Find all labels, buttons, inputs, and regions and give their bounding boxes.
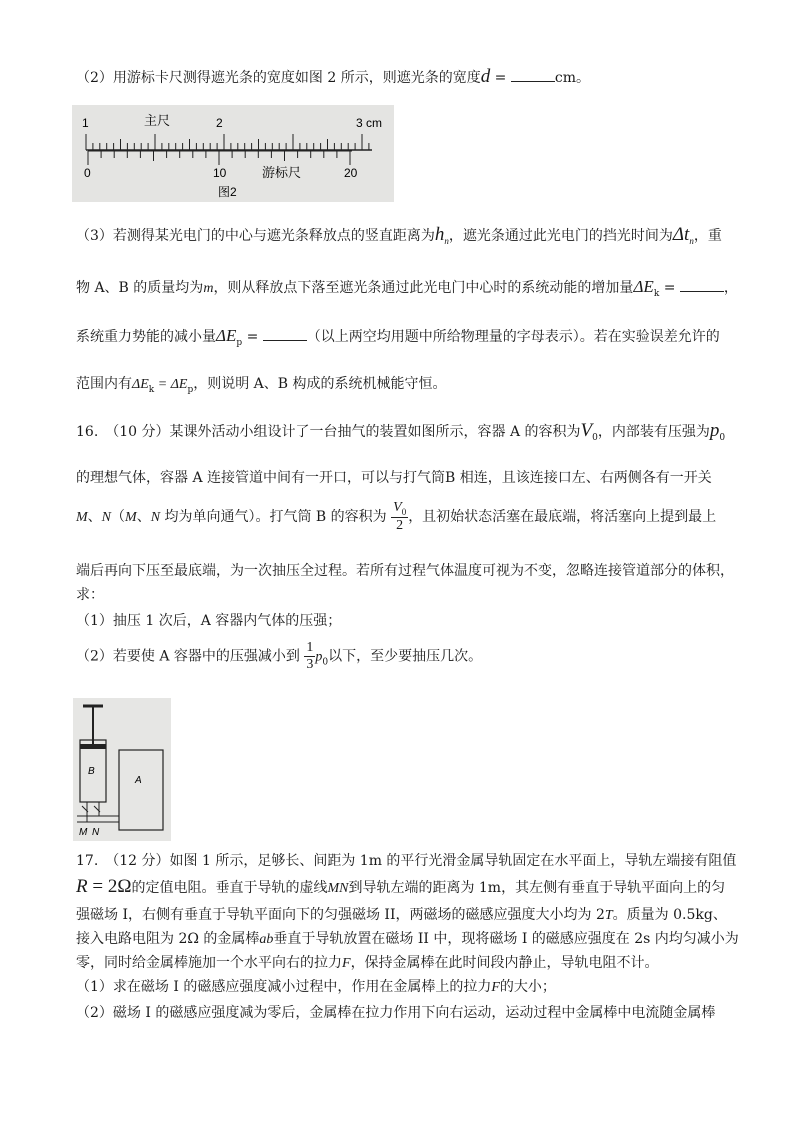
q15-part3-line2 (76, 277, 738, 299)
main-tick-label-1: 1 (82, 116, 89, 130)
equals-sign: = (242, 329, 259, 345)
text-segment: 零，同时给金属棒施加一个水平向右的拉力 (76, 955, 342, 971)
text-segment: （3）若测得某光电门的中心与遮光条释放点的竖直距离为 (76, 228, 435, 244)
vernier-tick-label-10: 10 (213, 166, 227, 180)
main-tick-label-2: 2 (216, 116, 223, 130)
eq-delta-ek: ΔE (132, 377, 149, 392)
q15-part2-line (76, 66, 590, 88)
var-n: N (150, 509, 161, 525)
main-scale-label: 主尺 (144, 113, 171, 128)
q16-line3 (76, 500, 716, 534)
answer-blank-d (511, 69, 555, 82)
figure2-caption: 图2 (218, 185, 237, 199)
q15-part3-line4 (76, 373, 447, 395)
text-segment: 以下，至少要抽压几次。 (328, 648, 483, 665)
q16-pump-container-figure (73, 698, 171, 841)
var-delta-t: Δt (672, 224, 690, 245)
equals-sign: = (490, 70, 507, 86)
q16-sub2 (76, 640, 482, 673)
text-segment: ， (723, 280, 738, 296)
subscript: 0 (719, 432, 726, 443)
text-segment: 物 A、B 的质量均为 (76, 280, 204, 296)
var-m: m (203, 281, 214, 296)
text-segment: （ (111, 508, 126, 525)
subscript: 0 (592, 432, 598, 443)
fraction-numerator: V (393, 500, 402, 515)
text-segment: 范围内有 (76, 376, 132, 392)
main-tick-label-3cm: 3 cm (356, 116, 383, 130)
q15-part2-text: （2）用游标卡尺测得遮光条的宽度如图 2 所示，则遮光条的宽度 (76, 70, 481, 86)
answer-blank-delta-ep (263, 328, 307, 341)
q17-line4 (76, 928, 739, 948)
fraction-denominator: 3 (306, 657, 314, 672)
text-segment: ，遮光条通过此光电门的挡光时间为 (448, 228, 673, 244)
vernier-tick-label-20: 20 (344, 166, 358, 180)
subscript: p (236, 337, 243, 348)
text-segment: ，则从释放点下落至遮光条通过此光电门中心时的系统动能的增加量 (213, 280, 634, 296)
label-m: M (79, 827, 88, 838)
var-m: M (76, 509, 88, 525)
q17-sub2: （2）磁场 I 的磁感应强度减为零后，金属棒在拉力作用下向右运动，运动过程中金属棒中电流随金属棒 (76, 1005, 716, 1021)
subscript: k (148, 384, 155, 395)
text-segment: （1）求在磁场 I 的磁感应强度减小过程中，作用在金属棒上的拉力 (76, 979, 492, 995)
text-segment: ，且初始状态活塞在最底端，将活塞向上提到最上 (408, 508, 717, 525)
q16-line5: 求： (76, 587, 104, 603)
text-segment: 接入电路电阻为 2Ω 的金属棒 (76, 931, 260, 947)
equals-sign: = (659, 280, 676, 296)
var-h: h (434, 224, 445, 245)
text-segment: 16. （10 分）某课外活动小组设计了一台抽气的装置如图所示，容器 A 的容积为 (76, 424, 581, 440)
text-segment: 。质量为 0.5kg、 (612, 907, 727, 923)
var-d: d (480, 66, 491, 87)
unit-t: T (604, 908, 613, 923)
var-r: R (76, 876, 88, 897)
q16-line2: 的理想气体，容器 A 连接管道中间有一开口，可以与打气筒B 相连，且该连接口左、右两侧各有一开关 (76, 470, 712, 486)
q15-part3-line3 (76, 326, 720, 348)
piston (80, 744, 106, 749)
text-segment: 的定值电阻。垂直于导轨的虚线 (131, 880, 328, 896)
var-delta-ep: ΔE (216, 326, 237, 345)
subscript: p (187, 384, 194, 395)
text-segment: ，重 (693, 228, 722, 244)
var-ab: ab (259, 932, 274, 947)
var-n: N (101, 509, 112, 525)
q17-line2 (76, 876, 725, 898)
var-f: F (342, 956, 351, 971)
q17-line3 (76, 904, 727, 924)
q17-line1: 17. （12 分）如图 1 所示，足够长、间距为 1m 的平行光滑金属导轨固定在水平面上，导轨左端接有阻值 (76, 853, 737, 869)
var-p0: p (709, 420, 720, 441)
subscript: 0 (401, 506, 407, 517)
q16-line4: 端后再向下压至最底端，为一次抽压全过程。若所有过程气体温度可视为不变，忽略连接管道部分的体积， (76, 563, 734, 579)
subscript: 0 (322, 657, 329, 668)
text-segment: 强磁场 I，右侧有垂直于导轨平面向下的匀强磁场 II，两磁场的磁感应强度大小均为 2 (76, 907, 605, 923)
text-segment: （以上两空均用题中所给物理量的字母表示）。若在实验误差允许的 (306, 329, 720, 345)
eq-delta-ep: = ΔE (154, 377, 188, 392)
q16-line1 (76, 420, 725, 443)
text-segment: 均为单向通气）。打气筒 B 的容积为 (160, 508, 387, 525)
var-delta-ek: ΔE (633, 277, 654, 296)
q16-sub1: （1）抽压 1 次后，A 容器内气体的压强； (76, 613, 342, 629)
label-a: A (135, 775, 142, 786)
var-mn: MN (327, 881, 349, 896)
unit-cm: cm。 (554, 70, 590, 86)
text-segment: 到导轨左端的距离为 1m，其左侧有垂直于导轨平面向上的匀 (348, 880, 726, 896)
equals-2-ohm: = 2Ω (87, 876, 132, 897)
var-v0: V (580, 420, 593, 441)
fraction-one-third (304, 640, 315, 673)
var-p0: p (315, 649, 323, 665)
text-segment: （2）若要使 A 容器中的压强减小到 (76, 648, 300, 665)
fraction-v0-over-2 (391, 500, 408, 534)
text-segment: 、 (87, 508, 102, 525)
q15-part3-line1 (76, 224, 722, 246)
q17-line5 (76, 952, 659, 972)
vernier-tick-label-0: 0 (84, 166, 91, 180)
label-n: N (92, 827, 100, 838)
text-segment: 系统重力势能的减小量 (76, 329, 216, 345)
answer-blank-delta-ek (680, 279, 724, 292)
vernier-scale-label: 游标尺 (262, 165, 302, 180)
text-segment: ，内部装有压强为 (597, 424, 710, 440)
label-b: B (88, 766, 95, 777)
text-segment: 的大小； (499, 979, 556, 995)
fraction-numerator: 1 (306, 640, 314, 655)
subscript: n (444, 235, 449, 246)
fraction-denominator: 2 (396, 517, 404, 533)
text-segment: 、 (136, 508, 151, 525)
subscript: n (689, 235, 694, 246)
subscript: k (653, 288, 660, 299)
text-segment: 垂直于导轨放置在磁场 II 中，现将磁场 I 的磁感应强度在 2s 内均匀减小为 (273, 931, 739, 947)
var-m: M (125, 509, 137, 525)
q17-sub1 (76, 976, 556, 996)
figure2-vernier-caliper (72, 105, 394, 202)
text-segment: ，则说明 A、B 构成的系统机械能守恒。 (193, 376, 447, 392)
var-f: F (491, 980, 500, 995)
text-segment: ，保持金属棒在此时间段内静止，导轨电阻不计。 (350, 955, 659, 971)
